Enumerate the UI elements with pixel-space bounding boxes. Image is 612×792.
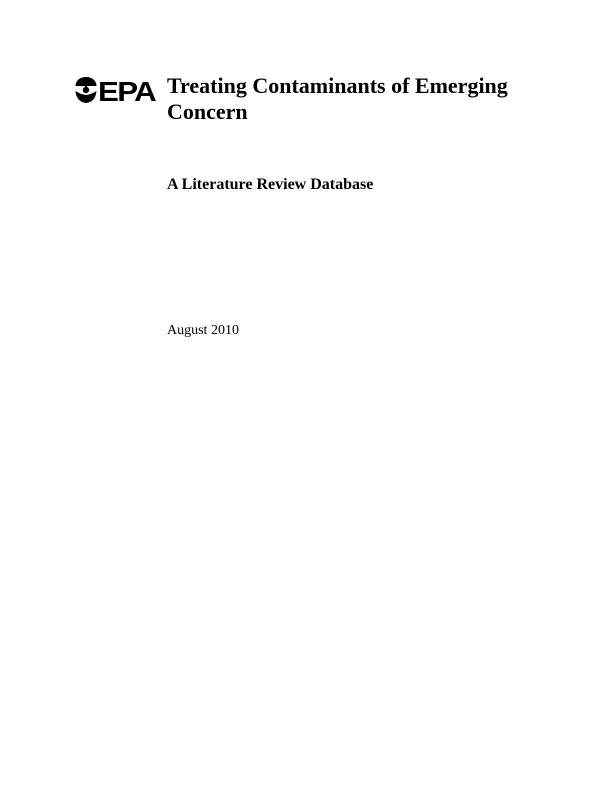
publication-date: August 2010 — [167, 323, 239, 338]
epa-flower-logo-icon — [76, 77, 97, 103]
epa-logo-text: EPA — [98, 76, 156, 104]
document-title: Treating Contaminants of Emerging Concern — [167, 73, 508, 124]
epa-logo — [74, 76, 156, 104]
document-subtitle: A Literature Review Database — [167, 176, 374, 193]
